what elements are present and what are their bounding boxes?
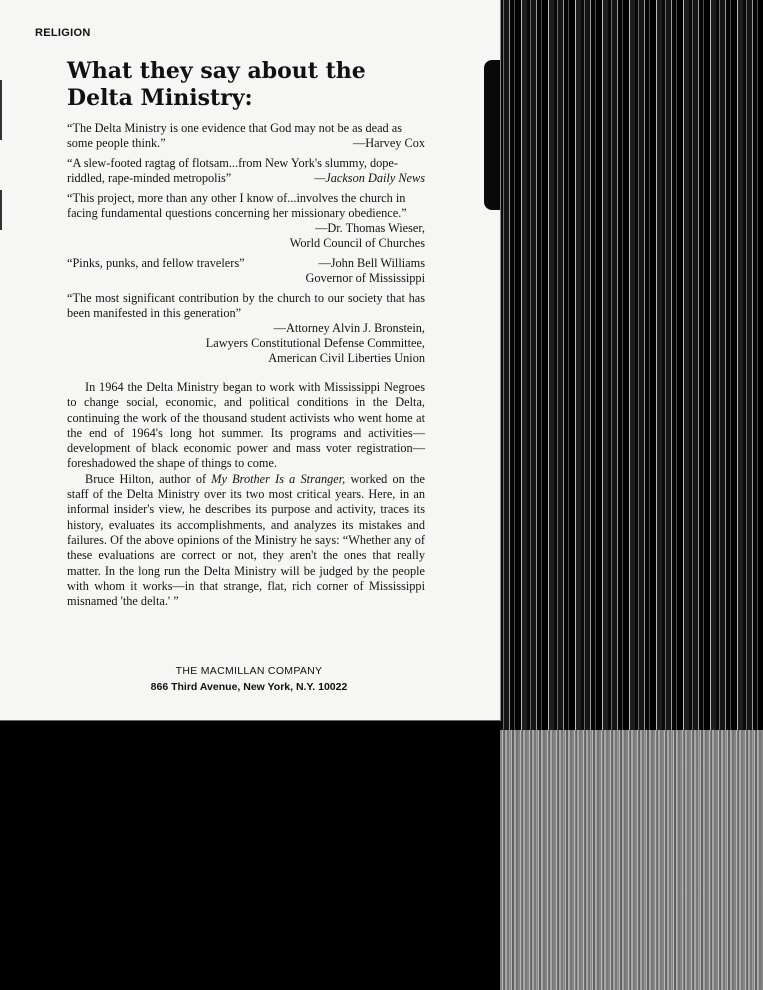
description-body <box>67 380 425 609</box>
quote-attribution: —Attorney Alvin J. Bronstein, <box>273 321 425 335</box>
scan-speck <box>0 80 2 140</box>
quote-item <box>67 191 425 251</box>
headline <box>67 58 467 112</box>
quote-attribution-org: American Civil Liberties Union <box>268 351 425 365</box>
quote-attribution-org: Lawyers Constitutional Defense Committee, <box>205 336 425 350</box>
quote-item <box>67 121 425 151</box>
description-paragraph: In 1964 the Delta Ministry began to work with Mississippi Negroes to change social, economic, and political conditions in the Delta, continuing the work of the thousand student activists who went home at the end of 1964's long hot summer. Its programs and activities—development of black economic power and mass voter registration—foreshadowed the shape of things to come. <box>67 380 425 471</box>
page-edge-shadow <box>484 60 500 210</box>
quote-text: “A slew-footed ragtag of flotsam...from New York's slummy, dope-riddled, rape-minded metropolis” <box>67 156 398 185</box>
publisher-block <box>67 663 431 695</box>
quote-text: “The Delta Ministry is one evidence that God may not be as dead as some people think.” <box>67 121 402 150</box>
quote-attribution: —Dr. Thomas Wieser, <box>315 221 425 235</box>
quote-item <box>67 156 425 186</box>
description-text: worked on the staff of the Delta Ministry over its two most critical years. Here, in an informal insider's view, he describes its purpose and activity, traces its history, evaluates its accomplishments, and analyzes its mistakes and failures. Of the above opinions of the Ministry he says: “Whether any of these evaluations are correct or not, they aren't the ones that really matter. In the long run the Delta Ministry will be judged by the people with whom it works—in that strange, flat, rich corner of Mississippi misnamed 'the delta.' ” <box>67 471 426 609</box>
scanner-noise-lower <box>500 730 763 990</box>
publisher-name: THE MACMILLAN COMPANY <box>175 665 323 677</box>
quote-item <box>67 256 425 286</box>
quote-attribution: —Jackson Daily News <box>314 171 425 185</box>
quotes-section <box>67 121 425 371</box>
quote-attribution: —Harvey Cox <box>352 136 425 150</box>
quote-item <box>67 291 425 366</box>
book-title: My Brother Is a Stranger, <box>211 471 346 486</box>
quote-attribution: —John Bell Williams <box>318 256 425 270</box>
description-text: Bruce Hilton, author of <box>85 471 212 486</box>
quote-text: “The most significant contribution by the church to our society that has been manifested in this generation” <box>67 291 425 320</box>
headline-line-1: What they say about the <box>67 58 366 84</box>
quote-text: “This project, more than any other I know of...involves the church in facing fundamental questions concerning her missionary obedience.” <box>67 191 407 220</box>
headline-line-2: Delta Ministry: <box>67 85 253 111</box>
scanner-noise-strip <box>500 0 763 990</box>
description-paragraph <box>67 472 425 610</box>
quote-attribution-title: Governor of Mississippi <box>305 271 425 285</box>
book-jacket-page <box>0 0 501 721</box>
scan-speck <box>0 190 2 230</box>
quote-text: “Pinks, punks, and fellow travelers” <box>67 256 245 270</box>
publisher-address: 866 Third Avenue, New York, N.Y. 10022 <box>150 681 348 693</box>
genre-label: RELIGION <box>35 27 91 39</box>
quote-attribution-org: World Council of Churches <box>289 236 425 250</box>
